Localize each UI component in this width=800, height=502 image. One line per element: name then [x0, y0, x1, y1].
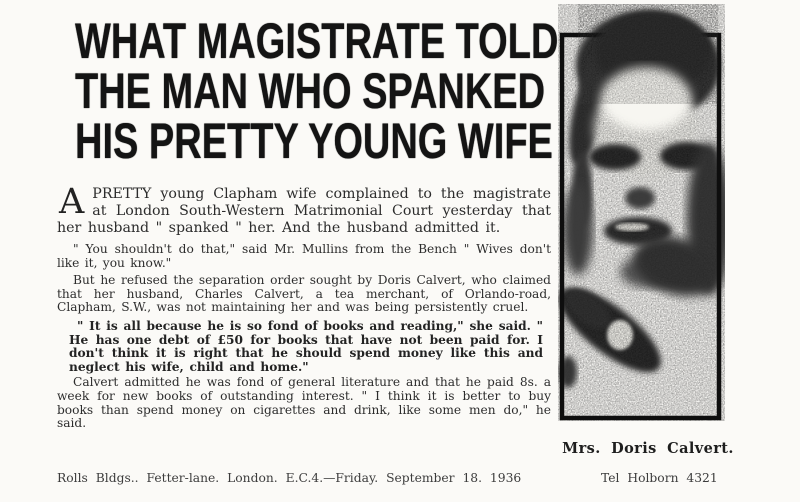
headline-line-2: THE MAN WHO SPANKED	[75, 63, 546, 119]
paragraph-refused-order: But he refused the separation order sought by Doris Calvert, who claimed that her husband, Charles Calvert, a tea merchant, of Orlando-road, Clapham, S.W., was not maintaining her and was being persistently cruel.	[57, 273, 551, 315]
footer-imprint	[0, 471, 800, 491]
footer-address: Rolls Bldgs.. Fetter-lane. London. E.C.4.—Friday. September 18. 1936	[57, 471, 522, 485]
paragraph-calvert-admitted: Calvert admitted he was fond of general literature and that he paid 8s. a week for new books of outstanding interest. " I think it is better to buy books than spend money on cigarettes and drink, like some men do," he said.	[57, 375, 551, 431]
paragraph-books-quote: " It is all because he is so fond of books and reading," she said. " He has one debt of £50 for books that have not been paid for. I don't think it is right that he should spend money like this and neglect his wife, child and home."	[69, 318, 543, 374]
portrait-photo	[558, 4, 725, 425]
footer-telephone: Tel Holborn 4321	[601, 471, 718, 485]
headline-line-3: HIS PRETTY YOUNG WIFE	[75, 113, 553, 169]
lead-text: PRETTY young Clapham wife complained to the magistrate at London South-Western Matrimonial Court yesterday that her husband " spanked " her. And the husband admitted it.	[57, 186, 551, 236]
photo-caption: Mrs. Doris Calvert.	[562, 440, 734, 457]
paragraph-quote-bench: " You shouldn't do that," said Mr. Mullins from the Bench " Wives don't like it, you know."	[57, 242, 551, 270]
headline-line-1: WHAT MAGISTRATE TOLD	[75, 13, 559, 69]
portrait-photo-illustration	[558, 4, 725, 425]
drop-cap: A	[59, 182, 85, 222]
article-body	[57, 182, 551, 431]
headline	[75, 13, 575, 169]
lead-paragraph	[57, 182, 551, 237]
